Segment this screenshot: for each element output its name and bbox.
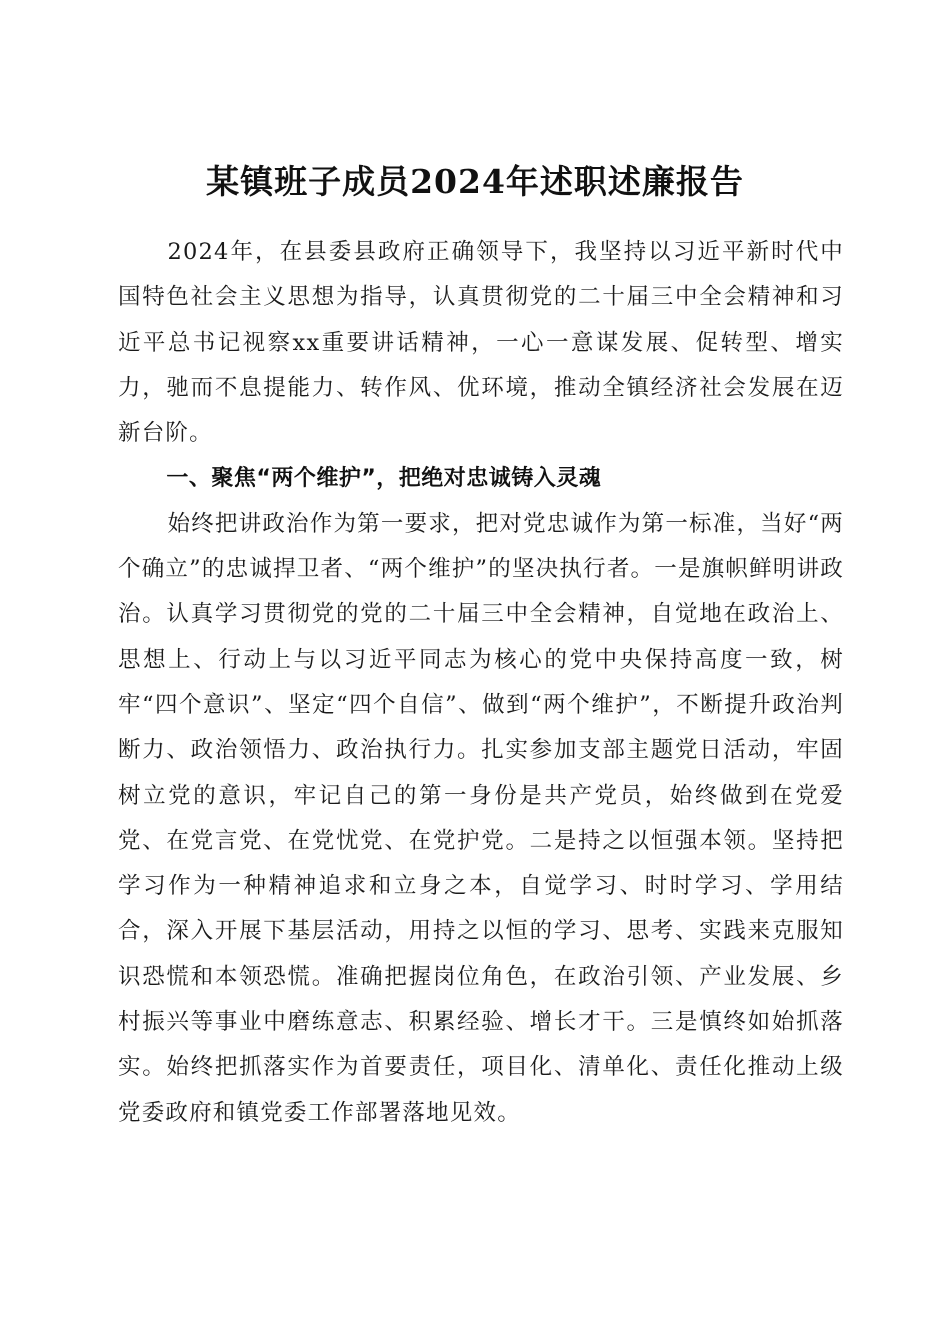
document-body bbox=[118, 230, 844, 1136]
section-1-paragraph: 始终把讲政治作为第一要求，把对党忠诚作为第一标准，当好“两个确立”的忠诚捍卫者、“两个维护”的坚决执行者。一是旗帜鲜明讲政治。认真学习贯彻党的党的二十届三中全会精神，自觉地在政治上、思想上、行动上与以习近平同志为核心的党中央保持高度一致，树牢“四个意识”、坚定“四个自信”、做到“两个维护”，不断提升政治判断力、政治领悟力、政治执行力。扎实参加支部主题党日活动，牢固树立党的意识，牢记自己的第一身份是共产党员，始终做到在党爱党、在党言党、在党忧党、在党护党。二是持之以恒强本领。坚持把学习作为一种精神追求和立身之本，自觉学习、时时学习、学用结合，深入开展下基层活动，用持之以恒的学习、思考、实践来克服知识恐慌和本领恐慌。准确把握岗位角色，在政治引领、产业发展、乡村振兴等事业中磨练意志、积累经验、增长才干。三是慎终如始抓落实。始终把抓落实作为首要责任，项目化、清单化、责任化推动上级党委政府和镇党委工作部署落地见效。 bbox=[118, 510, 844, 1126]
intro-paragraph: 2024年，在县委县政府正确领导下，我坚持以习近平新时代中国特色社会主义思想为指导，认真贯彻党的二十届三中全会精神和习近平总书记视察xx重要讲话精神，一心一意谋发展、促转型、增实力，驰而不息提能力、转作风、优环境，推动全镇经济社会发展在迈新台阶。 bbox=[118, 239, 844, 447]
section-1-heading: 一、聚焦“两个维护”，把绝对忠诚铸入灵魂 bbox=[166, 466, 602, 492]
document-title: 某镇班子成员2024年述职述廉报告 bbox=[206, 162, 744, 202]
